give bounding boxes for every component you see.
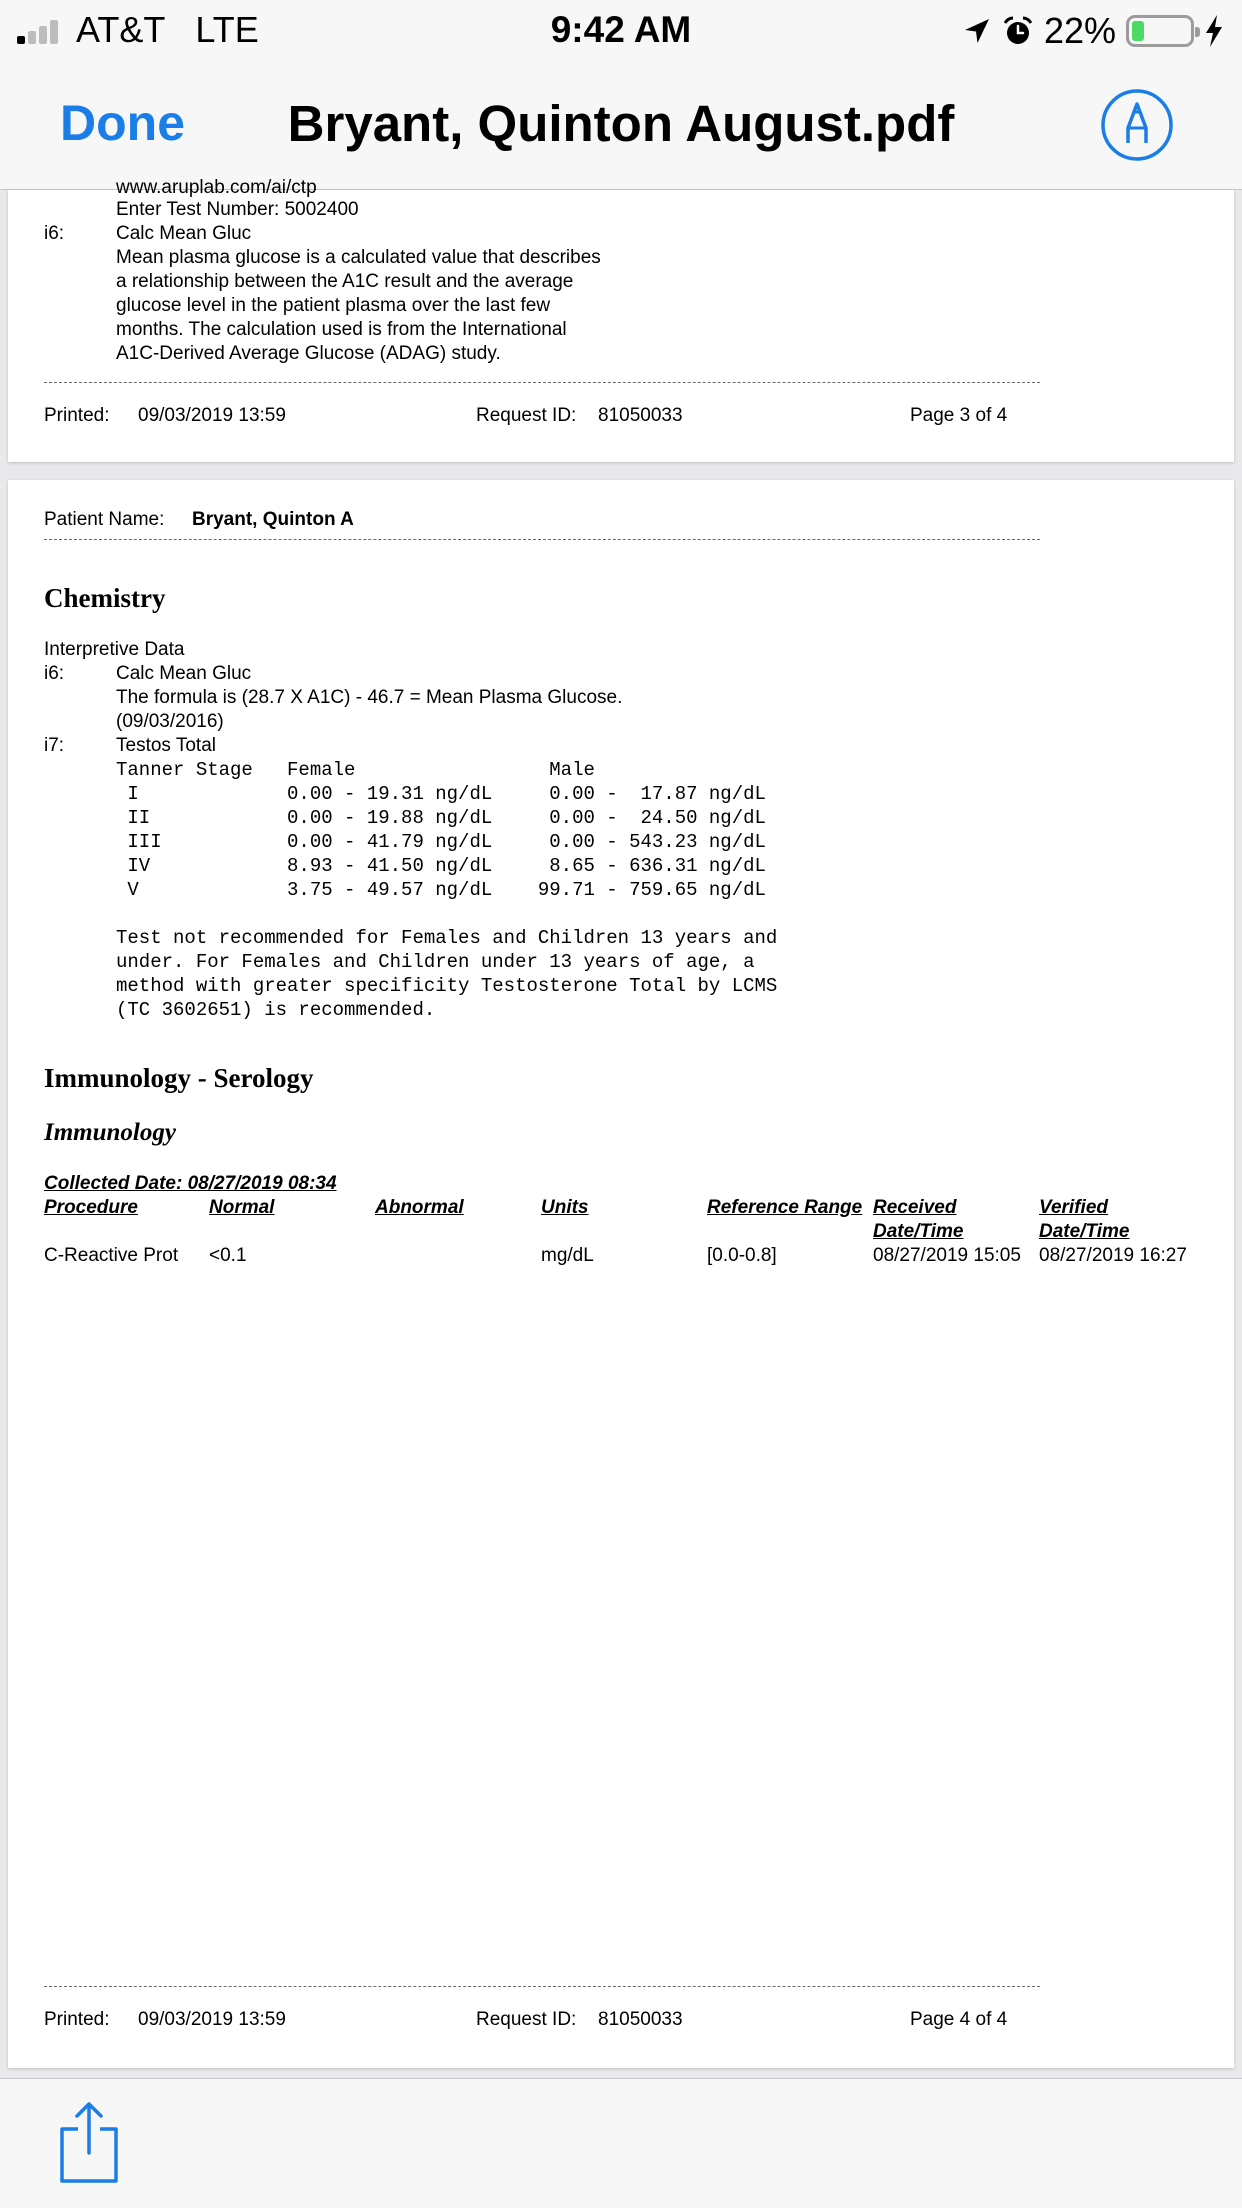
location-arrow-icon [962, 16, 992, 46]
column-header-procedure: Procedure [44, 1197, 138, 1218]
i7-note-line: (TC 3602651) is recommended. [116, 999, 436, 1021]
i6-date-line: (09/03/2016) [116, 711, 224, 732]
tanner-table-row: IV 8.93 - 41.50 ng/dL 8.65 - 636.31 ng/dL [116, 855, 766, 877]
collected-date: Collected Date: 08/27/2019 08:34 [44, 1173, 337, 1194]
clipped-text-line: www.aruplab.com/ai/ctp [116, 177, 317, 198]
tanner-table-row: V 3.75 - 49.57 ng/dL 99.71 - 759.65 ng/dL [116, 879, 766, 901]
request-id-label: Request ID: [476, 405, 577, 426]
subsection-heading-immunology: Immunology [44, 1119, 176, 1146]
i6-formula-line: The formula is (28.7 X A1C) - 46.7 = Mean Plasma Glucose. [116, 687, 623, 708]
i6-text-line: months. The calculation used is from the International [116, 319, 567, 340]
column-header-received-datetime: Date/Time [873, 1221, 964, 1242]
network-type: LTE [195, 9, 259, 50]
request-id-value: 81050033 [598, 405, 683, 426]
cell-normal: <0.1 [209, 1245, 247, 1266]
tanner-table-row: III 0.00 - 41.79 ng/dL 0.00 - 543.23 ng/dL [116, 831, 766, 853]
patient-name-label: Patient Name: [44, 509, 165, 530]
column-header-verified: Verified [1039, 1197, 1108, 1218]
i6-text-line: A1C-Derived Average Glucose (ADAG) study. [116, 343, 501, 364]
i7-note-line: under. For Females and Children under 13 years of age, a [116, 951, 755, 973]
tanner-table-row: II 0.00 - 19.88 ng/dL 0.00 - 24.50 ng/dL [116, 807, 766, 829]
column-header-units: Units [541, 1197, 589, 1218]
i6-text-line: glucose level in the patient plasma over the last few [116, 295, 551, 316]
markup-pen-icon[interactable] [1100, 88, 1174, 162]
page-number: Page 3 of 4 [910, 405, 1008, 426]
pdf-page-3 [8, 177, 1234, 462]
column-header-received: Received [873, 1197, 957, 1218]
tanner-table-row: I 0.00 - 19.31 ng/dL 0.00 - 17.87 ng/dL [116, 783, 766, 805]
dashed-divider [44, 382, 1040, 383]
column-header-reference-range: Reference Range [707, 1197, 863, 1218]
printed-value: 09/03/2019 13:59 [138, 405, 286, 426]
battery-icon [1126, 15, 1194, 47]
cell-verified: 08/27/2019 16:27 [1039, 1245, 1187, 1266]
page-number: Page 4 of 4 [910, 2009, 1008, 2030]
interpretive-code-i6: i6: [44, 663, 65, 684]
interpretive-title-i6: Calc Mean Gluc [116, 223, 252, 244]
status-bar [0, 0, 1242, 62]
dashed-divider [44, 1986, 1040, 1987]
status-time: 9:42 AM [550, 9, 692, 50]
column-header-abnormal: Abnormal [375, 1197, 464, 1218]
test-number-line: Enter Test Number: 5002400 [116, 199, 359, 220]
pdf-page-4 [8, 480, 1234, 2068]
cell-reference-range: [0.0-0.8] [707, 1245, 777, 1266]
section-heading-immunology-serology: Immunology - Serology [44, 1063, 314, 1093]
status-right-group [962, 10, 1224, 52]
dashed-divider [44, 539, 1040, 540]
request-id-label: Request ID: [476, 2009, 577, 2030]
document-title: Bryant, Quinton August.pdf [287, 95, 955, 152]
request-id-value: 81050033 [598, 2009, 683, 2030]
printed-value: 09/03/2019 13:59 [138, 2009, 286, 2030]
section-heading-chemistry: Chemistry [44, 583, 166, 613]
printed-label: Printed: [44, 2009, 110, 2030]
interpretive-title-i7: Testos Total [116, 735, 216, 756]
share-icon[interactable] [58, 2101, 120, 2185]
cell-procedure: C-Reactive Prot [44, 1245, 179, 1266]
battery-percent: 22% [1043, 10, 1116, 51]
bottom-toolbar [0, 2078, 1242, 2208]
interpretive-data-label: Interpretive Data [44, 639, 185, 660]
charging-bolt-icon [1204, 14, 1224, 48]
i6-text-line: a relationship between the A1C result and the average [116, 271, 574, 292]
column-header-verified-datetime: Date/Time [1039, 1221, 1130, 1242]
cell-received: 08/27/2019 15:05 [873, 1245, 1021, 1266]
alarm-icon [1002, 15, 1034, 47]
patient-name-value: Bryant, Quinton A [192, 509, 354, 530]
column-header-normal: Normal [209, 1197, 275, 1218]
tanner-table-header: Tanner Stage Female Male [116, 759, 595, 781]
carrier-label [76, 9, 259, 51]
i6-text-line: Mean plasma glucose is a calculated value that describes [116, 247, 601, 268]
signal-icon [17, 18, 67, 44]
interpretive-code-i6: i6: [44, 223, 65, 244]
carrier-name: AT&T [76, 9, 166, 50]
cell-units: mg/dL [541, 1245, 594, 1266]
interpretive-title-i6: Calc Mean Gluc [116, 663, 252, 684]
printed-label: Printed: [44, 405, 110, 426]
i7-note-line: method with greater specificity Testosterone Total by LCMS [116, 975, 778, 997]
interpretive-code-i7: i7: [44, 735, 65, 756]
i7-note-line: Test not recommended for Females and Children 13 years and [116, 927, 778, 949]
navigation-bar [0, 62, 1242, 190]
done-button[interactable]: Done [60, 95, 185, 151]
